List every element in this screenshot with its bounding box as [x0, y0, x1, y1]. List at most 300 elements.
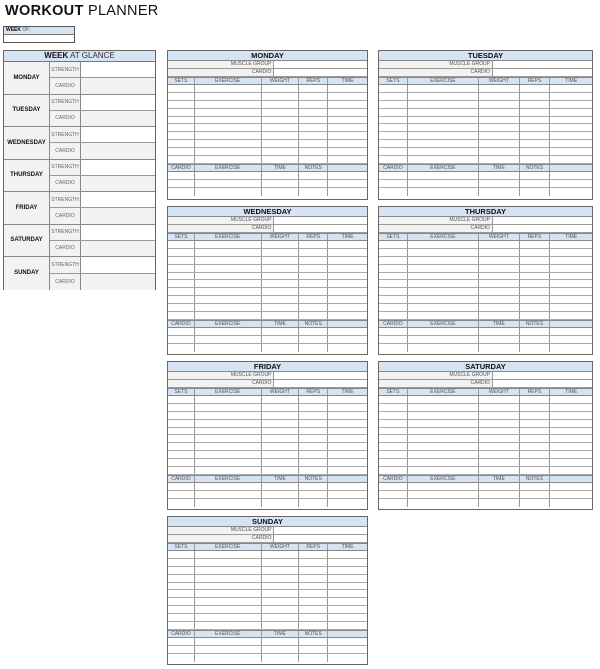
strength-cell[interactable] — [262, 459, 300, 466]
cardio-cell[interactable] — [299, 188, 328, 196]
strength-cell[interactable] — [299, 265, 328, 272]
strength-cell[interactable] — [379, 124, 408, 131]
strength-cell[interactable] — [328, 101, 367, 108]
strength-cell[interactable] — [550, 412, 592, 419]
strength-cell[interactable] — [328, 459, 367, 466]
cardio-cell[interactable] — [328, 638, 367, 645]
strength-cell[interactable] — [479, 117, 519, 124]
strength-cell[interactable] — [299, 575, 328, 582]
strength-cell[interactable] — [328, 435, 367, 442]
strength-cell[interactable] — [195, 312, 262, 319]
cardio-cell[interactable] — [408, 172, 479, 179]
strength-cell[interactable] — [299, 451, 328, 458]
cardio-cell[interactable] — [379, 180, 408, 187]
cardio-input[interactable] — [81, 78, 155, 93]
cardio-cell[interactable] — [328, 654, 367, 662]
strength-cell[interactable] — [168, 312, 195, 319]
strength-cell[interactable] — [550, 280, 592, 287]
cardio-cell[interactable] — [520, 483, 551, 490]
strength-cell[interactable] — [299, 93, 328, 100]
strength-cell[interactable] — [408, 404, 479, 411]
strength-cell[interactable] — [195, 241, 262, 248]
strength-cell[interactable] — [299, 288, 328, 295]
strength-cell[interactable] — [328, 85, 367, 92]
strength-cell[interactable] — [379, 304, 408, 311]
strength-cell[interactable] — [550, 435, 592, 442]
strength-cell[interactable] — [168, 273, 195, 280]
strength-cell[interactable] — [379, 148, 408, 155]
cardio-cell[interactable] — [379, 483, 408, 490]
cardio-cell[interactable] — [299, 180, 328, 187]
strength-input[interactable] — [81, 95, 155, 110]
strength-cell[interactable] — [195, 280, 262, 287]
strength-cell[interactable] — [408, 257, 479, 264]
strength-cell[interactable] — [520, 420, 551, 427]
strength-cell[interactable] — [262, 156, 300, 163]
cardio-cell[interactable] — [520, 328, 551, 335]
cardio-cell[interactable] — [328, 328, 367, 335]
strength-cell[interactable] — [262, 273, 300, 280]
strength-cell[interactable] — [195, 101, 262, 108]
strength-cell[interactable] — [328, 590, 367, 597]
strength-cell[interactable] — [299, 622, 328, 629]
strength-cell[interactable] — [479, 132, 519, 139]
strength-cell[interactable] — [168, 148, 195, 155]
strength-cell[interactable] — [299, 280, 328, 287]
strength-cell[interactable] — [168, 280, 195, 287]
muscle-group-input[interactable] — [493, 61, 592, 68]
cardio-cell[interactable] — [195, 188, 262, 196]
muscle-group-input[interactable] — [274, 217, 367, 224]
strength-cell[interactable] — [408, 93, 479, 100]
strength-cell[interactable] — [195, 412, 262, 419]
strength-cell[interactable] — [379, 257, 408, 264]
cardio-cell[interactable] — [550, 180, 592, 187]
cardio-input[interactable] — [81, 241, 155, 256]
strength-cell[interactable] — [550, 467, 592, 474]
strength-cell[interactable] — [520, 288, 551, 295]
cardio-cell[interactable] — [262, 188, 300, 196]
strength-cell[interactable] — [299, 156, 328, 163]
strength-cell[interactable] — [195, 148, 262, 155]
cardio-cell[interactable] — [379, 172, 408, 179]
cardio-summary-input[interactable] — [274, 69, 367, 76]
strength-cell[interactable] — [479, 451, 519, 458]
strength-cell[interactable] — [379, 241, 408, 248]
strength-cell[interactable] — [379, 420, 408, 427]
muscle-group-input[interactable] — [274, 372, 367, 379]
strength-cell[interactable] — [408, 109, 479, 116]
strength-cell[interactable] — [262, 583, 300, 590]
strength-cell[interactable] — [520, 148, 551, 155]
strength-cell[interactable] — [299, 459, 328, 466]
strength-cell[interactable] — [479, 280, 519, 287]
strength-cell[interactable] — [195, 598, 262, 605]
cardio-cell[interactable] — [520, 336, 551, 343]
strength-cell[interactable] — [299, 140, 328, 147]
cardio-input[interactable] — [81, 208, 155, 223]
cardio-cell[interactable] — [168, 499, 195, 507]
strength-cell[interactable] — [262, 288, 300, 295]
strength-cell[interactable] — [299, 296, 328, 303]
strength-cell[interactable] — [168, 132, 195, 139]
strength-cell[interactable] — [520, 280, 551, 287]
strength-cell[interactable] — [168, 451, 195, 458]
strength-cell[interactable] — [520, 93, 551, 100]
strength-cell[interactable] — [262, 598, 300, 605]
cardio-cell[interactable] — [520, 172, 551, 179]
strength-cell[interactable] — [262, 396, 300, 403]
cardio-cell[interactable] — [328, 646, 367, 653]
strength-cell[interactable] — [328, 156, 367, 163]
strength-cell[interactable] — [520, 312, 551, 319]
strength-cell[interactable] — [550, 148, 592, 155]
cardio-summary-input[interactable] — [493, 225, 592, 232]
strength-cell[interactable] — [328, 265, 367, 272]
cardio-cell[interactable] — [328, 344, 367, 352]
strength-cell[interactable] — [479, 467, 519, 474]
strength-cell[interactable] — [520, 396, 551, 403]
strength-cell[interactable] — [550, 93, 592, 100]
strength-cell[interactable] — [195, 85, 262, 92]
strength-cell[interactable] — [299, 551, 328, 558]
cardio-cell[interactable] — [168, 172, 195, 179]
cardio-cell[interactable] — [479, 491, 519, 498]
cardio-cell[interactable] — [168, 646, 195, 653]
strength-cell[interactable] — [299, 583, 328, 590]
strength-cell[interactable] — [262, 443, 300, 450]
strength-cell[interactable] — [328, 288, 367, 295]
strength-cell[interactable] — [299, 312, 328, 319]
strength-cell[interactable] — [262, 412, 300, 419]
strength-cell[interactable] — [262, 606, 300, 613]
strength-cell[interactable] — [520, 451, 551, 458]
strength-cell[interactable] — [299, 598, 328, 605]
cardio-cell[interactable] — [168, 188, 195, 196]
strength-cell[interactable] — [262, 590, 300, 597]
strength-cell[interactable] — [195, 435, 262, 442]
strength-cell[interactable] — [379, 404, 408, 411]
strength-cell[interactable] — [195, 249, 262, 256]
strength-cell[interactable] — [379, 296, 408, 303]
cardio-cell[interactable] — [168, 491, 195, 498]
strength-cell[interactable] — [550, 396, 592, 403]
strength-cell[interactable] — [168, 93, 195, 100]
strength-cell[interactable] — [168, 606, 195, 613]
strength-cell[interactable] — [195, 443, 262, 450]
strength-cell[interactable] — [262, 109, 300, 116]
strength-cell[interactable] — [520, 241, 551, 248]
strength-cell[interactable] — [479, 156, 519, 163]
strength-cell[interactable] — [195, 590, 262, 597]
strength-cell[interactable] — [479, 396, 519, 403]
strength-cell[interactable] — [379, 435, 408, 442]
cardio-input[interactable] — [81, 111, 155, 126]
strength-cell[interactable] — [299, 559, 328, 566]
strength-cell[interactable] — [379, 312, 408, 319]
strength-cell[interactable] — [299, 148, 328, 155]
cardio-cell[interactable] — [299, 491, 328, 498]
strength-cell[interactable] — [328, 109, 367, 116]
strength-input[interactable] — [81, 225, 155, 240]
strength-cell[interactable] — [262, 559, 300, 566]
strength-input[interactable] — [81, 192, 155, 207]
strength-cell[interactable] — [299, 614, 328, 621]
strength-cell[interactable] — [479, 85, 519, 92]
cardio-cell[interactable] — [479, 344, 519, 352]
cardio-cell[interactable] — [408, 328, 479, 335]
cardio-summary-input[interactable] — [274, 225, 367, 232]
strength-cell[interactable] — [262, 420, 300, 427]
strength-cell[interactable] — [168, 567, 195, 574]
strength-cell[interactable] — [195, 296, 262, 303]
strength-cell[interactable] — [479, 296, 519, 303]
strength-cell[interactable] — [299, 273, 328, 280]
strength-cell[interactable] — [299, 257, 328, 264]
strength-cell[interactable] — [299, 590, 328, 597]
strength-cell[interactable] — [262, 428, 300, 435]
strength-cell[interactable] — [408, 443, 479, 450]
strength-cell[interactable] — [299, 404, 328, 411]
cardio-cell[interactable] — [299, 328, 328, 335]
strength-cell[interactable] — [262, 467, 300, 474]
strength-cell[interactable] — [262, 132, 300, 139]
cardio-cell[interactable] — [520, 180, 551, 187]
cardio-cell[interactable] — [299, 336, 328, 343]
strength-cell[interactable] — [408, 273, 479, 280]
strength-cell[interactable] — [328, 622, 367, 629]
strength-cell[interactable] — [479, 443, 519, 450]
strength-cell[interactable] — [520, 404, 551, 411]
cardio-summary-input[interactable] — [274, 535, 367, 542]
strength-cell[interactable] — [408, 288, 479, 295]
strength-cell[interactable] — [479, 288, 519, 295]
strength-cell[interactable] — [299, 85, 328, 92]
strength-cell[interactable] — [328, 280, 367, 287]
strength-cell[interactable] — [550, 443, 592, 450]
strength-cell[interactable] — [299, 101, 328, 108]
strength-cell[interactable] — [168, 396, 195, 403]
strength-cell[interactable] — [168, 559, 195, 566]
strength-cell[interactable] — [299, 132, 328, 139]
strength-cell[interactable] — [408, 451, 479, 458]
strength-cell[interactable] — [408, 467, 479, 474]
strength-cell[interactable] — [168, 590, 195, 597]
strength-cell[interactable] — [168, 614, 195, 621]
cardio-cell[interactable] — [195, 638, 262, 645]
strength-cell[interactable] — [328, 420, 367, 427]
strength-cell[interactable] — [328, 451, 367, 458]
cardio-cell[interactable] — [195, 180, 262, 187]
strength-cell[interactable] — [168, 288, 195, 295]
strength-cell[interactable] — [195, 93, 262, 100]
strength-cell[interactable] — [195, 404, 262, 411]
strength-cell[interactable] — [328, 249, 367, 256]
strength-cell[interactable] — [520, 467, 551, 474]
cardio-cell[interactable] — [262, 336, 300, 343]
strength-cell[interactable] — [520, 109, 551, 116]
strength-cell[interactable] — [479, 140, 519, 147]
strength-cell[interactable] — [379, 156, 408, 163]
strength-cell[interactable] — [379, 117, 408, 124]
strength-cell[interactable] — [379, 93, 408, 100]
strength-cell[interactable] — [408, 280, 479, 287]
strength-cell[interactable] — [328, 443, 367, 450]
strength-cell[interactable] — [195, 583, 262, 590]
strength-cell[interactable] — [408, 124, 479, 131]
strength-cell[interactable] — [379, 288, 408, 295]
strength-cell[interactable] — [328, 140, 367, 147]
strength-cell[interactable] — [328, 614, 367, 621]
cardio-cell[interactable] — [408, 336, 479, 343]
strength-cell[interactable] — [168, 575, 195, 582]
cardio-cell[interactable] — [479, 172, 519, 179]
muscle-group-input[interactable] — [274, 61, 367, 68]
strength-cell[interactable] — [168, 124, 195, 131]
strength-cell[interactable] — [299, 304, 328, 311]
strength-cell[interactable] — [379, 109, 408, 116]
strength-cell[interactable] — [168, 117, 195, 124]
strength-cell[interactable] — [408, 312, 479, 319]
strength-cell[interactable] — [168, 404, 195, 411]
cardio-cell[interactable] — [195, 336, 262, 343]
strength-cell[interactable] — [408, 459, 479, 466]
cardio-cell[interactable] — [168, 344, 195, 352]
cardio-cell[interactable] — [168, 483, 195, 490]
strength-cell[interactable] — [328, 117, 367, 124]
strength-cell[interactable] — [479, 249, 519, 256]
strength-cell[interactable] — [408, 428, 479, 435]
strength-cell[interactable] — [328, 428, 367, 435]
strength-cell[interactable] — [195, 273, 262, 280]
strength-cell[interactable] — [550, 85, 592, 92]
cardio-cell[interactable] — [479, 336, 519, 343]
strength-cell[interactable] — [328, 124, 367, 131]
strength-cell[interactable] — [520, 156, 551, 163]
cardio-cell[interactable] — [299, 499, 328, 507]
strength-cell[interactable] — [408, 140, 479, 147]
strength-cell[interactable] — [550, 420, 592, 427]
strength-cell[interactable] — [299, 117, 328, 124]
cardio-cell[interactable] — [299, 172, 328, 179]
week-of-input[interactable] — [4, 35, 74, 42]
cardio-cell[interactable] — [195, 344, 262, 352]
cardio-cell[interactable] — [168, 336, 195, 343]
strength-cell[interactable] — [550, 140, 592, 147]
cardio-cell[interactable] — [520, 499, 551, 507]
strength-cell[interactable] — [328, 575, 367, 582]
strength-cell[interactable] — [379, 459, 408, 466]
strength-cell[interactable] — [262, 265, 300, 272]
strength-cell[interactable] — [328, 551, 367, 558]
strength-cell[interactable] — [550, 117, 592, 124]
cardio-cell[interactable] — [379, 491, 408, 498]
strength-cell[interactable] — [379, 451, 408, 458]
strength-cell[interactable] — [168, 304, 195, 311]
strength-cell[interactable] — [379, 140, 408, 147]
strength-cell[interactable] — [328, 559, 367, 566]
strength-cell[interactable] — [550, 428, 592, 435]
strength-cell[interactable] — [550, 273, 592, 280]
cardio-cell[interactable] — [379, 336, 408, 343]
cardio-cell[interactable] — [408, 344, 479, 352]
strength-cell[interactable] — [195, 288, 262, 295]
strength-cell[interactable] — [299, 443, 328, 450]
strength-cell[interactable] — [520, 257, 551, 264]
strength-cell[interactable] — [520, 412, 551, 419]
strength-cell[interactable] — [408, 265, 479, 272]
strength-cell[interactable] — [195, 117, 262, 124]
strength-cell[interactable] — [195, 420, 262, 427]
strength-cell[interactable] — [408, 117, 479, 124]
strength-cell[interactable] — [328, 304, 367, 311]
cardio-cell[interactable] — [168, 328, 195, 335]
strength-cell[interactable] — [168, 435, 195, 442]
strength-cell[interactable] — [195, 124, 262, 131]
cardio-cell[interactable] — [479, 483, 519, 490]
cardio-cell[interactable] — [328, 483, 367, 490]
cardio-cell[interactable] — [262, 638, 300, 645]
strength-cell[interactable] — [408, 420, 479, 427]
cardio-cell[interactable] — [328, 499, 367, 507]
strength-cell[interactable] — [328, 257, 367, 264]
strength-cell[interactable] — [479, 241, 519, 248]
strength-cell[interactable] — [262, 101, 300, 108]
strength-cell[interactable] — [195, 459, 262, 466]
strength-cell[interactable] — [379, 265, 408, 272]
cardio-cell[interactable] — [195, 172, 262, 179]
strength-cell[interactable] — [195, 156, 262, 163]
strength-cell[interactable] — [168, 420, 195, 427]
strength-cell[interactable] — [408, 435, 479, 442]
strength-cell[interactable] — [550, 257, 592, 264]
strength-cell[interactable] — [550, 451, 592, 458]
cardio-cell[interactable] — [479, 188, 519, 196]
strength-cell[interactable] — [328, 396, 367, 403]
cardio-input[interactable] — [81, 176, 155, 191]
muscle-group-input[interactable] — [493, 217, 592, 224]
strength-cell[interactable] — [328, 404, 367, 411]
strength-cell[interactable] — [299, 109, 328, 116]
cardio-cell[interactable] — [299, 483, 328, 490]
strength-cell[interactable] — [550, 109, 592, 116]
strength-cell[interactable] — [520, 443, 551, 450]
strength-cell[interactable] — [168, 428, 195, 435]
strength-cell[interactable] — [408, 101, 479, 108]
strength-cell[interactable] — [262, 148, 300, 155]
strength-cell[interactable] — [195, 257, 262, 264]
strength-cell[interactable] — [479, 459, 519, 466]
cardio-cell[interactable] — [299, 646, 328, 653]
strength-cell[interactable] — [299, 567, 328, 574]
strength-cell[interactable] — [262, 93, 300, 100]
strength-cell[interactable] — [262, 622, 300, 629]
strength-cell[interactable] — [520, 117, 551, 124]
cardio-cell[interactable] — [550, 499, 592, 507]
cardio-cell[interactable] — [299, 638, 328, 645]
cardio-cell[interactable] — [262, 499, 300, 507]
strength-cell[interactable] — [168, 140, 195, 147]
strength-cell[interactable] — [262, 451, 300, 458]
strength-cell[interactable] — [479, 101, 519, 108]
strength-cell[interactable] — [379, 467, 408, 474]
strength-cell[interactable] — [479, 148, 519, 155]
cardio-cell[interactable] — [550, 491, 592, 498]
cardio-summary-input[interactable] — [493, 69, 592, 76]
strength-cell[interactable] — [479, 428, 519, 435]
cardio-cell[interactable] — [262, 344, 300, 352]
cardio-cell[interactable] — [550, 483, 592, 490]
